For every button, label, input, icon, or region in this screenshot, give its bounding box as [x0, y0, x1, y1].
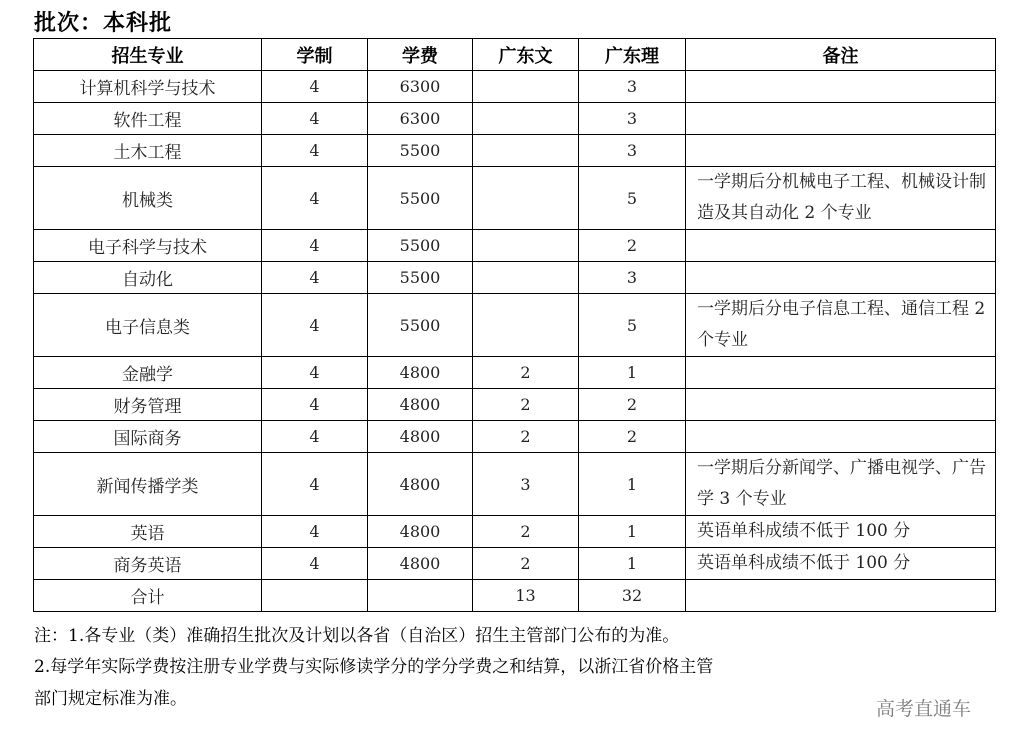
table-row	[34, 262, 996, 294]
admission-table	[33, 38, 996, 612]
guangdong-arts-cell	[473, 103, 579, 135]
major-cell: 金融学	[34, 357, 262, 389]
major-cell: 英语	[34, 516, 262, 548]
remarks-cell	[686, 421, 996, 453]
major-cell: 电子信息类	[34, 294, 262, 357]
tuition-cell: 4800	[368, 357, 473, 389]
duration-cell: 4	[262, 135, 368, 167]
guangdong-arts-cell: 2	[473, 548, 579, 580]
table-row	[34, 167, 996, 230]
tuition-cell: 4800	[368, 548, 473, 580]
remarks-cell	[686, 103, 996, 135]
guangdong-science-cell: 3	[579, 135, 686, 167]
major-cell: 自动化	[34, 262, 262, 294]
duration-cell: 4	[262, 167, 368, 230]
tuition-cell: 6300	[368, 71, 473, 103]
tuition-cell: 5500	[368, 230, 473, 262]
table-row	[34, 71, 996, 103]
note-line-1: 注：1.各专业（类）准确招生批次及计划以各省（自治区）招生主管部门公布的为准。	[34, 626, 680, 646]
header-duration: 学制	[262, 39, 368, 71]
duration-cell: 4	[262, 294, 368, 357]
duration-cell: 4	[262, 357, 368, 389]
total-guangdong-arts: 13	[473, 580, 579, 612]
guangdong-science-cell: 2	[579, 230, 686, 262]
guangdong-arts-cell: 2	[473, 421, 579, 453]
guangdong-science-cell: 1	[579, 453, 686, 516]
table-row	[34, 548, 996, 580]
duration-cell: 4	[262, 516, 368, 548]
table-row	[34, 294, 996, 357]
major-cell: 财务管理	[34, 389, 262, 421]
duration-cell: 4	[262, 71, 368, 103]
guangdong-arts-cell	[473, 71, 579, 103]
table-row	[34, 421, 996, 453]
guangdong-science-cell: 2	[579, 389, 686, 421]
major-cell: 新闻传播学类	[34, 453, 262, 516]
guangdong-science-cell: 5	[579, 167, 686, 230]
duration-cell: 4	[262, 421, 368, 453]
table-row	[34, 103, 996, 135]
total-empty-cell	[368, 580, 473, 612]
tuition-cell: 4800	[368, 516, 473, 548]
table-row	[34, 516, 996, 548]
table-header-row	[34, 39, 996, 71]
watermark: 高考直通车	[876, 698, 972, 720]
tuition-cell: 5500	[368, 294, 473, 357]
remarks-cell	[686, 389, 996, 421]
table-row	[34, 230, 996, 262]
guangdong-arts-cell	[473, 135, 579, 167]
duration-cell: 4	[262, 548, 368, 580]
remarks-cell	[686, 135, 996, 167]
remarks-cell	[686, 357, 996, 389]
tuition-cell: 6300	[368, 103, 473, 135]
tuition-cell: 4800	[368, 453, 473, 516]
duration-cell: 4	[262, 453, 368, 516]
header-major: 招生专业	[34, 39, 262, 71]
remarks-cell	[686, 262, 996, 294]
guangdong-science-cell: 1	[579, 516, 686, 548]
guangdong-arts-cell	[473, 167, 579, 230]
guangdong-arts-cell: 2	[473, 516, 579, 548]
guangdong-arts-cell	[473, 294, 579, 357]
duration-cell: 4	[262, 103, 368, 135]
total-empty-cell	[262, 580, 368, 612]
table-row	[34, 135, 996, 167]
table-row	[34, 389, 996, 421]
table-row	[34, 357, 996, 389]
total-empty-cell	[686, 580, 996, 612]
remarks-cell: 一学期后分电子信息工程、通信工程 2 个专业	[686, 294, 996, 357]
major-cell: 商务英语	[34, 548, 262, 580]
major-cell: 计算机科学与技术	[34, 71, 262, 103]
major-cell: 电子科学与技术	[34, 230, 262, 262]
duration-cell: 4	[262, 389, 368, 421]
header-guangdong-arts: 广东文	[473, 39, 579, 71]
header-tuition: 学费	[368, 39, 473, 71]
remarks-cell	[686, 230, 996, 262]
total-row	[34, 580, 996, 612]
remarks-cell: 一学期后分机械电子工程、机械设计制造及其自动化 2 个专业	[686, 167, 996, 230]
total-label: 合计	[34, 580, 262, 612]
remarks-cell	[686, 71, 996, 103]
guangdong-science-cell: 5	[579, 294, 686, 357]
tuition-cell: 5500	[368, 135, 473, 167]
remarks-cell: 英语单科成绩不低于 100 分	[686, 548, 996, 580]
remarks-cell: 英语单科成绩不低于 100 分	[686, 516, 996, 548]
header-guangdong-science: 广东理	[579, 39, 686, 71]
guangdong-science-cell: 3	[579, 103, 686, 135]
guangdong-arts-cell	[473, 230, 579, 262]
guangdong-science-cell: 3	[579, 71, 686, 103]
total-guangdong-science: 32	[579, 580, 686, 612]
major-cell: 国际商务	[34, 421, 262, 453]
tuition-cell: 4800	[368, 421, 473, 453]
table-row	[34, 453, 996, 516]
tuition-cell: 5500	[368, 167, 473, 230]
guangdong-science-cell: 1	[579, 548, 686, 580]
guangdong-arts-cell: 2	[473, 389, 579, 421]
duration-cell: 4	[262, 262, 368, 294]
tuition-cell: 4800	[368, 389, 473, 421]
guangdong-arts-cell: 3	[473, 453, 579, 516]
guangdong-science-cell: 3	[579, 262, 686, 294]
note-line-3: 部门规定标准为准。	[34, 689, 187, 709]
duration-cell: 4	[262, 230, 368, 262]
guangdong-arts-cell	[473, 262, 579, 294]
remarks-cell: 一学期后分新闻学、广播电视学、广告学 3 个专业	[686, 453, 996, 516]
page-title: 批次：本科批	[34, 11, 173, 36]
major-cell: 土木工程	[34, 135, 262, 167]
guangdong-science-cell: 2	[579, 421, 686, 453]
guangdong-arts-cell: 2	[473, 357, 579, 389]
header-remarks: 备注	[686, 39, 996, 71]
guangdong-science-cell: 1	[579, 357, 686, 389]
major-cell: 机械类	[34, 167, 262, 230]
tuition-cell: 5500	[368, 262, 473, 294]
major-cell: 软件工程	[34, 103, 262, 135]
note-line-2: 2.每学年实际学费按注册专业学费与实际修读学分的学分学费之和结算，以浙江省价格主管	[34, 657, 714, 677]
